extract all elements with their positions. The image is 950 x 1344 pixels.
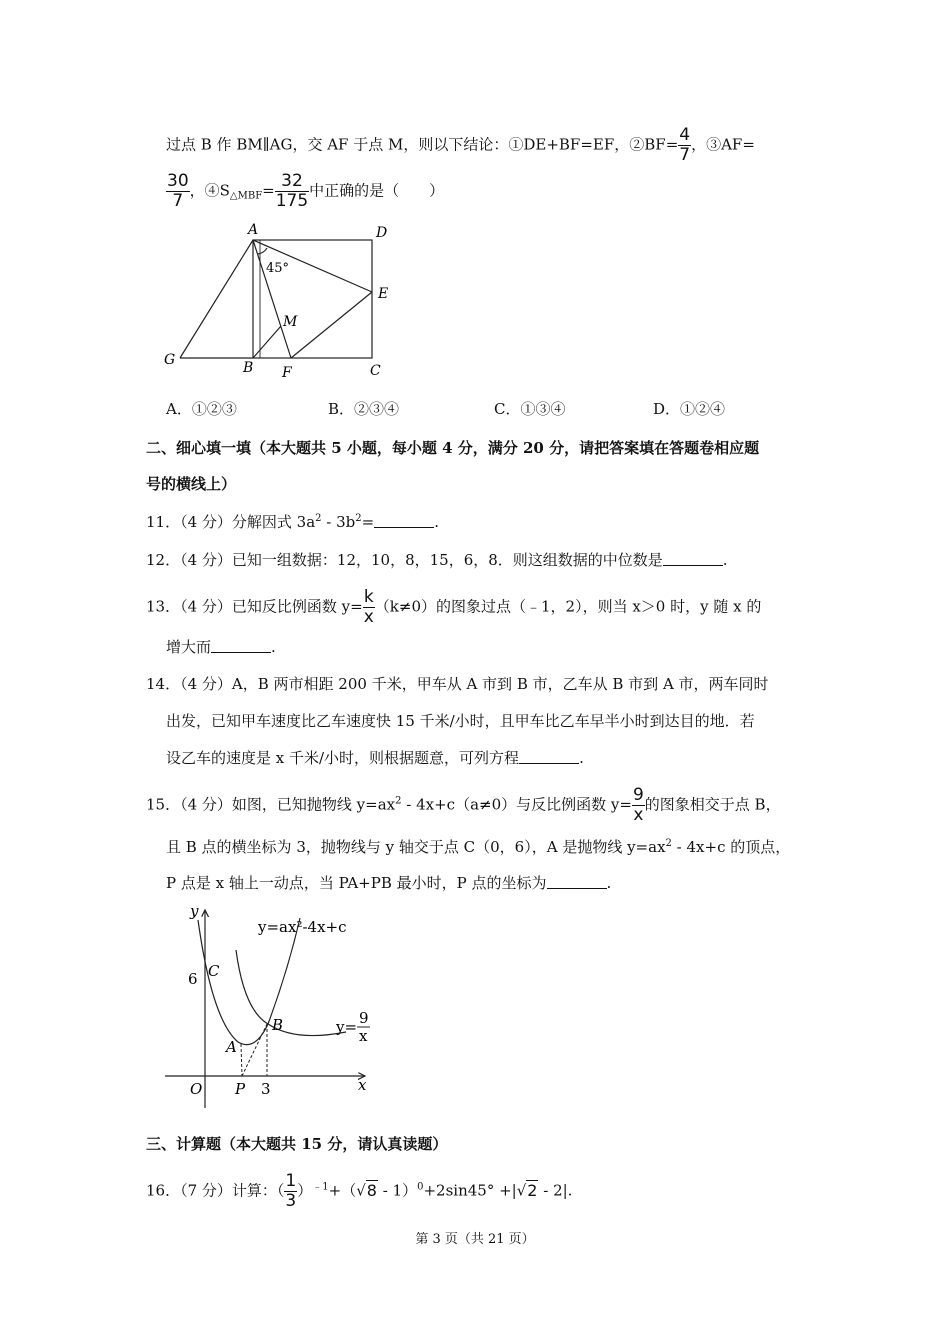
hyperbola-curve [236, 950, 346, 1036]
q10-line2: $\frac{30}{7}$ ，$④S_{\triangle MBF}=$ $\frac{32}{175}$ 中正确的是（ ） [167, 171, 445, 211]
dashed-a-p [241, 1044, 242, 1076]
q10-geometry-figure [160, 218, 400, 383]
q15-fraction: $\frac{9}{x}$ [632, 785, 644, 825]
x-axis-label: x [358, 1076, 367, 1094]
q10-s-fraction: $\frac{32}{175}$ [275, 171, 309, 211]
q13-answer-blank[interactable] [211, 638, 271, 653]
q15-function-graph [160, 900, 380, 1112]
point-c-label: C [208, 962, 220, 980]
section2-heading-line1: 二、细心填一填（本大题共 5 小题，每小题 4 分，满分 20 分，请把答案填在答题卷相应题 [146, 439, 760, 457]
label-g: G [164, 352, 176, 368]
question-15-line1: 15．（4 分）如图，已知抛物线 $y=ax^2 - 4x+c(a\ne 0)$与反比例函数 y= $\frac{9}{x}$ 的图象相交于点 B， [146, 785, 781, 825]
option-a[interactable]: A．①②③ [166, 400, 237, 418]
label-b: B [243, 360, 254, 376]
point-b-label: B [272, 1016, 284, 1034]
x-tick-3: 3 [261, 1080, 271, 1098]
question-14-line2: 出发，已知甲车速度比乙车速度快 15 千米/小时，且甲车比乙车早半小时到达目的地．若 [166, 712, 755, 730]
segment-af [253, 240, 291, 358]
parabola-curve [198, 918, 300, 1045]
q16-fraction: $\frac{1}{3}$ [285, 1171, 297, 1211]
page-footer: 第 3 页（共 21 页） [415, 1232, 535, 1247]
question-12: 12．（4 分）已知一组数据：12，10，8，15，6，8．则这组数据的中位数是 . [146, 551, 728, 569]
question-14-line3: 设乙车的速度是 x 千米/小时，则根据题意，可列方程 . [166, 749, 584, 767]
point-p-label: P [235, 1080, 246, 1098]
label-c: C [370, 363, 381, 379]
segment-bm [253, 326, 281, 358]
question-13-line1: 13．（4 分）已知反比例函数 y= $\frac{k}{x}$ （k≠0）的图象过点（﹣1，2），则当 x＞0 时，y 随 x 的 [146, 587, 762, 627]
question-16: 16．（7 分）计算：（ $\frac{1}{3}$ ）$^{﹣1}$+（√8 - 1）$^0$+2sin45° +|√2 - 2|. [146, 1171, 573, 1211]
option-d[interactable]: D．①②④ [653, 400, 726, 418]
y-axis-label: y [190, 902, 199, 920]
q13-fraction: $\frac{k}{x}$ [363, 587, 374, 627]
section2-heading-line2: 号的横线上） [146, 475, 237, 493]
hyperbola-label-den: x [359, 1027, 368, 1045]
section3-heading: 三、计算题（本大题共 15 分，请认真读题） [146, 1135, 448, 1153]
segment-ag [180, 240, 253, 358]
question-15-line2: 且 B 点的横坐标为 3，抛物线与 y 轴交于点 C（0，6），A 是抛物线 $y=ax^2 - 4x+c$ 的顶点， [166, 838, 791, 856]
sqrt-symbol: √ [516, 1181, 527, 1200]
q10-line1-text: 过点 B 作 BM∥AG，交 AF 于点 M，则以下结论：①DE+BF=EF，②BF= [166, 135, 679, 154]
label-angle: 45° [266, 261, 290, 276]
label-f: F [282, 365, 292, 381]
question-13-line2: 增大而 . [166, 638, 276, 656]
q12-answer-blank[interactable] [663, 551, 723, 566]
label-a: A [248, 222, 259, 238]
q10-bf-fraction: $\frac{4}{7}$ [679, 125, 691, 165]
sqrt-symbol: √ [356, 1181, 366, 1200]
angle-arc [258, 248, 267, 254]
segment-ef [291, 292, 372, 358]
question-14-line1: 14．（4 分）A，B 两市相距 200 千米，甲车从 A 市到 B 市，乙车从 B 市到 A 市，两车同时 [146, 675, 769, 693]
label-m: M [283, 314, 298, 330]
q15-answer-blank[interactable] [547, 874, 607, 889]
label-d: D [376, 225, 388, 241]
q11-answer-blank[interactable] [374, 513, 434, 528]
hyperbola-label-prefix: y= [336, 1018, 358, 1036]
q10-af-fraction: $\frac{30}{7}$ [167, 171, 189, 211]
question-11: 11．（4 分）分解因式 $3a^2 - 3b^2=$ . [146, 513, 440, 531]
q14-answer-blank[interactable] [519, 749, 579, 764]
origin-label: O [190, 1080, 203, 1098]
question-15-line3: P 点是 x 轴上一动点，当 PA+PB 最小时，P 点的坐标为 . [166, 874, 612, 892]
q10-line1: 过点 B 作 BM∥AG，交 AF 于点 M，则以下结论：①DE+BF=EF，②BF= $\frac{4}{7}$ ，③AF= [166, 125, 755, 165]
option-c[interactable]: C．①③④ [494, 400, 566, 418]
point-a-label: A [226, 1038, 237, 1056]
label-e: E [378, 286, 389, 302]
y-tick-6: 6 [188, 970, 198, 988]
hyperbola-label-num: 9 [359, 1009, 369, 1027]
parabola-label: y=ax²-4x+c [258, 918, 347, 936]
option-b[interactable]: B．②③④ [328, 400, 400, 418]
